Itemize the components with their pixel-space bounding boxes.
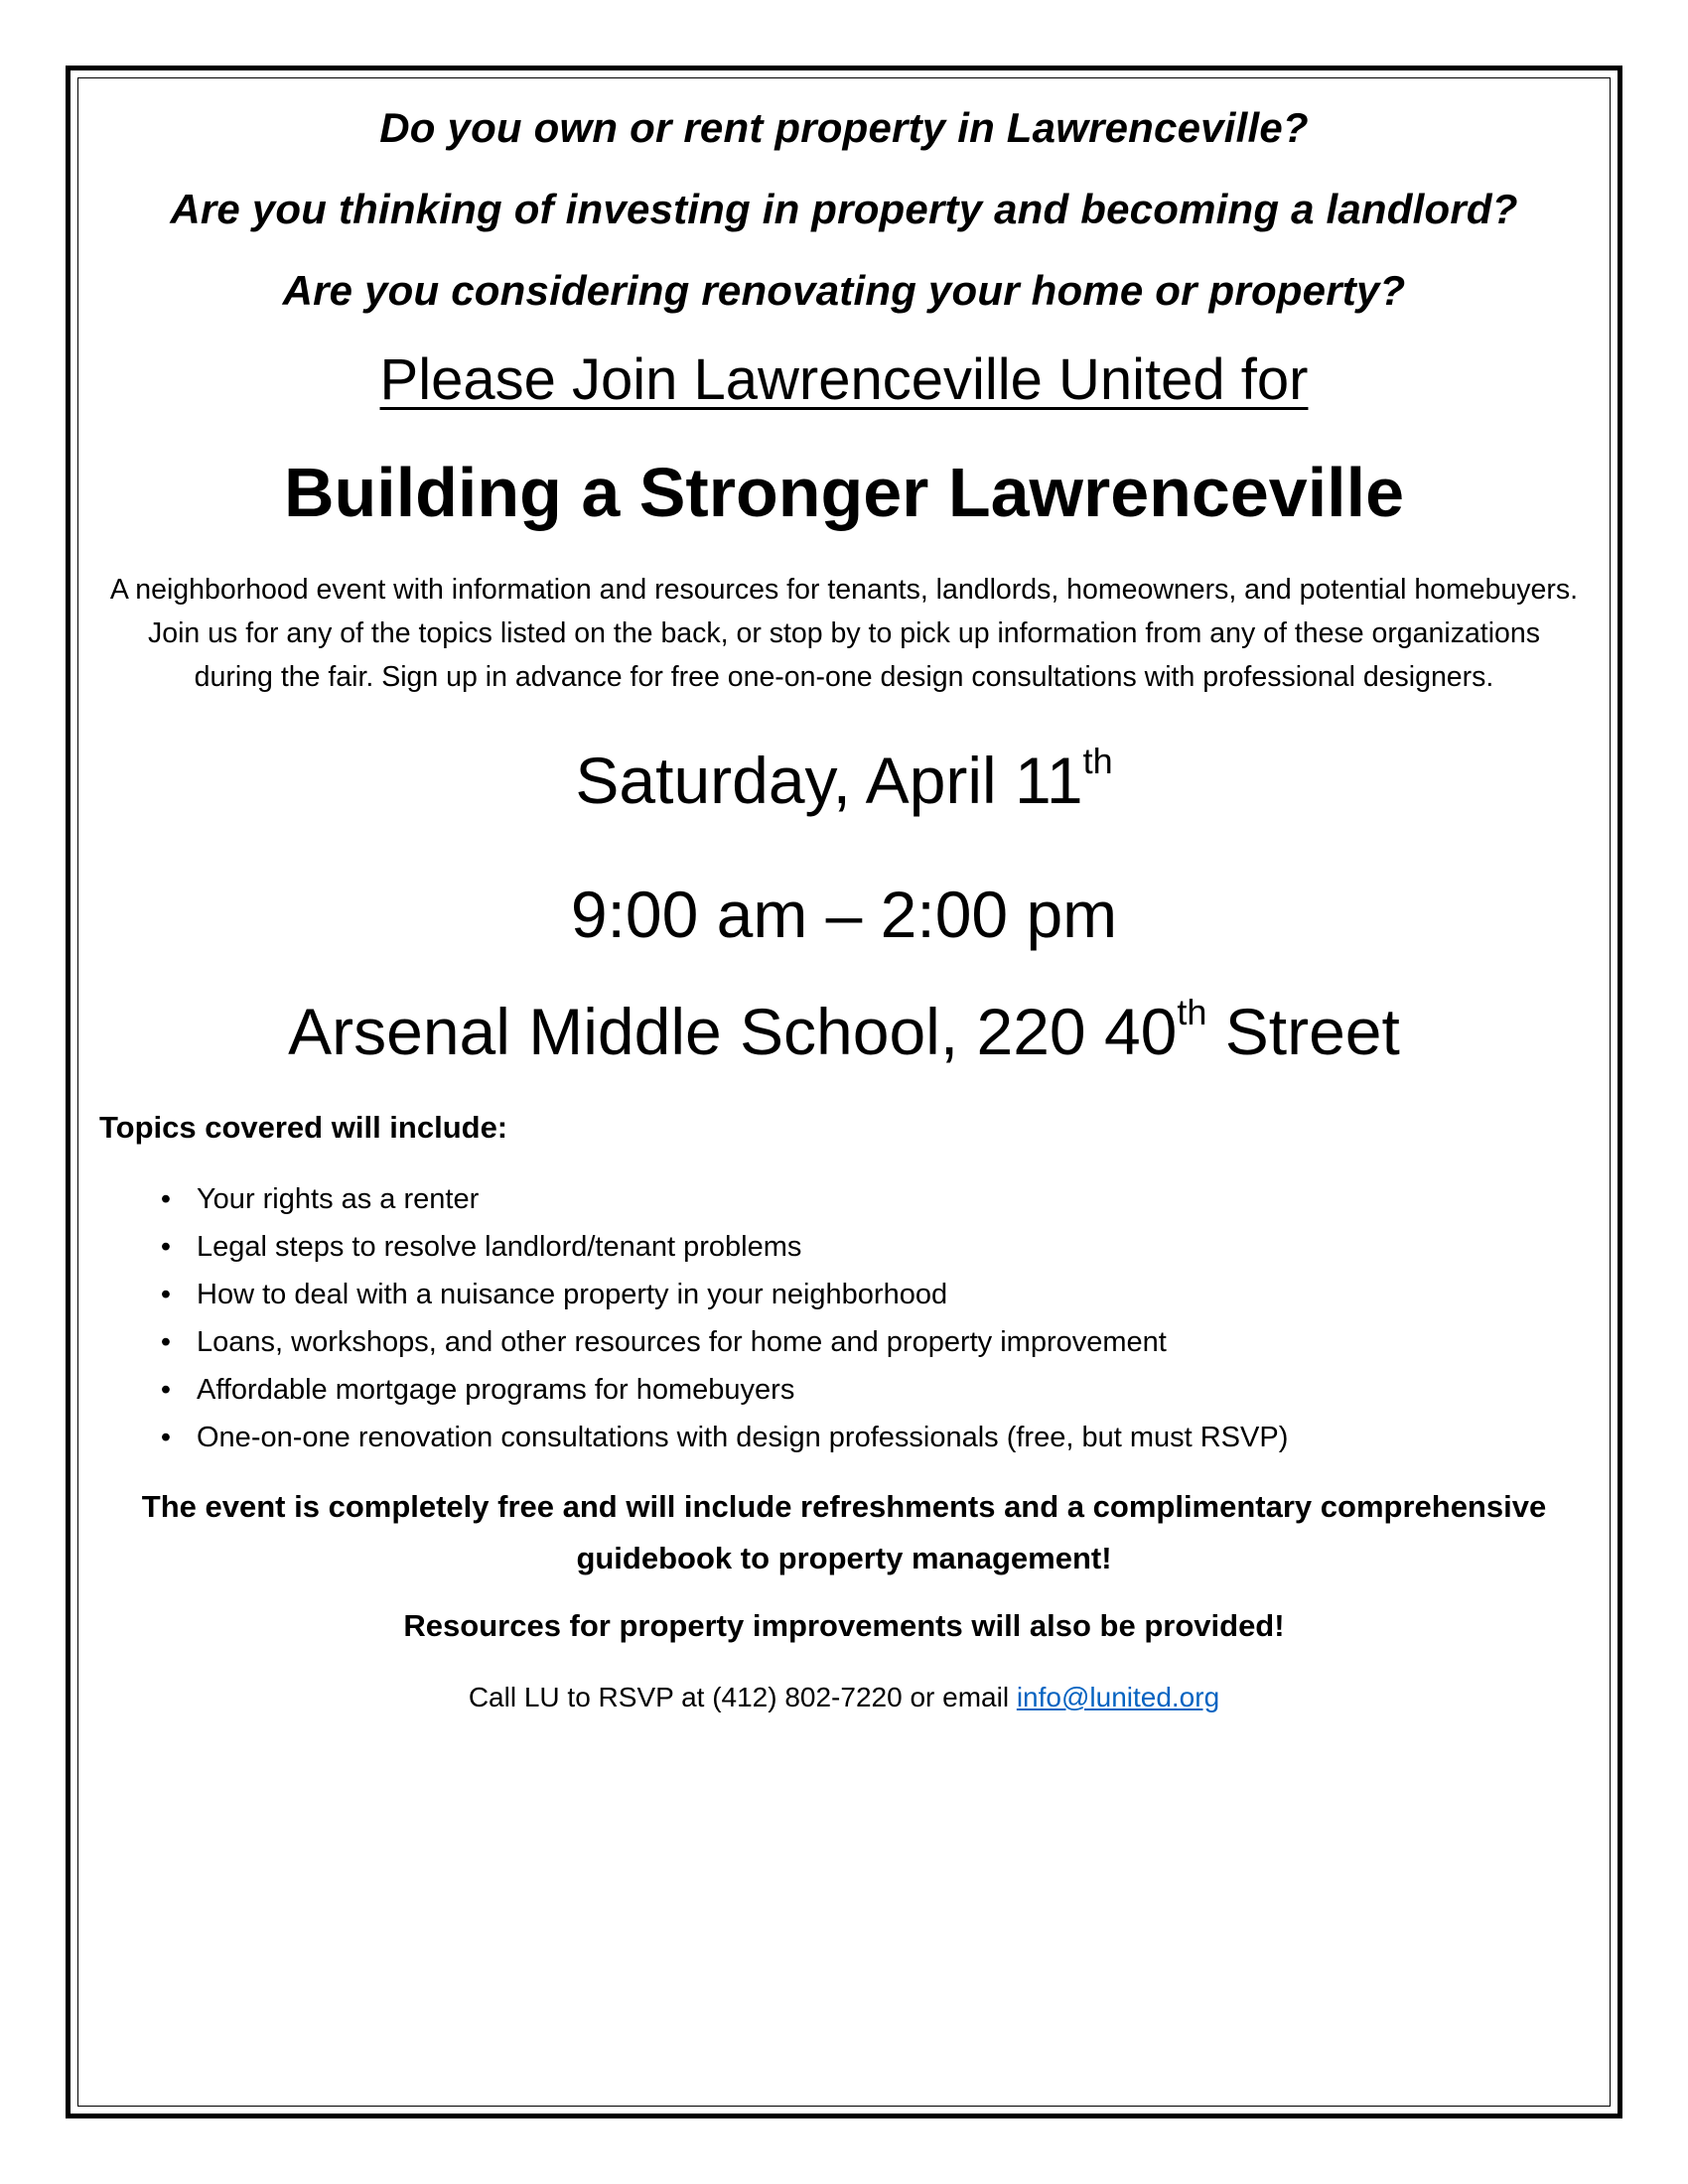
venue-suffix: th xyxy=(1177,992,1207,1032)
list-item xyxy=(151,1322,1593,1362)
bullet-icon: • xyxy=(160,1231,172,1263)
list-item xyxy=(151,1370,1593,1410)
event-title: Building a Stronger Lawrenceville xyxy=(283,454,1405,531)
invitation-text: Please Join Lawrenceville United for xyxy=(379,347,1309,412)
event-venue xyxy=(95,992,1593,1082)
flyer-content xyxy=(95,95,1593,1717)
rsvp-line xyxy=(95,1678,1593,1717)
question-own-or-rent: Do you own or rent property in Lawrenceville? xyxy=(379,104,1309,151)
question-renovating: Are you considering renovating your home or property? xyxy=(282,267,1406,314)
question-investing: Are you thinking of investing in property and becoming a landlord? xyxy=(170,186,1518,232)
topics-heading: Topics covered will include: xyxy=(99,1110,508,1145)
topic-text: One-on-one renovation consultations with design professionals (free, but must RSVP) xyxy=(197,1422,1289,1453)
event-description: A neighborhood event with information and resources for tenants, landlords, homeowners, and potential homebuyers. Join us for any of the topics listed on the back, or stop by to pick up information from any of these organizations during the fair. Sign up in advance for free one-on-one design consultations with professional designers. xyxy=(109,574,1579,693)
bullet-icon: • xyxy=(160,1422,172,1453)
venue-street: Street xyxy=(1206,995,1400,1068)
bullet-icon: • xyxy=(160,1374,172,1406)
event-date-text: Saturday, April 11 xyxy=(575,744,1083,817)
invitation-line xyxy=(95,345,1593,415)
list-item xyxy=(151,1179,1593,1219)
venue-name: Arsenal Middle School, 220 40 xyxy=(288,995,1178,1068)
free-event-note: The event is completely free and will include refreshments and a complimentary comprehensive guidebook to property management! xyxy=(141,1489,1547,1575)
topics-list xyxy=(151,1179,1593,1457)
topic-text: Legal steps to resolve landlord/tenant problems xyxy=(197,1231,802,1263)
bullet-icon: • xyxy=(160,1183,172,1215)
email-link[interactable]: info@lunited.org xyxy=(1016,1682,1220,1712)
event-time: 9:00 am – 2:00 pm xyxy=(570,878,1118,951)
topic-text: How to deal with a nuisance property in your neighborhood xyxy=(197,1279,948,1310)
event-date xyxy=(95,741,1593,831)
topic-text: Loans, workshops, and other resources for home and property improvement xyxy=(197,1326,1167,1358)
list-item xyxy=(151,1227,1593,1267)
bullet-icon: • xyxy=(160,1279,172,1310)
resources-note: Resources for property improvements will also be provided! xyxy=(403,1608,1285,1643)
list-item xyxy=(151,1418,1593,1457)
list-item xyxy=(151,1275,1593,1314)
topic-text: Affordable mortgage programs for homebuyers xyxy=(197,1374,795,1406)
bullet-icon: • xyxy=(160,1326,172,1358)
topic-text: Your rights as a renter xyxy=(197,1183,480,1215)
rsvp-text: Call LU to RSVP at (412) 802-7220 or email xyxy=(468,1682,1017,1712)
event-date-suffix: th xyxy=(1082,741,1113,781)
